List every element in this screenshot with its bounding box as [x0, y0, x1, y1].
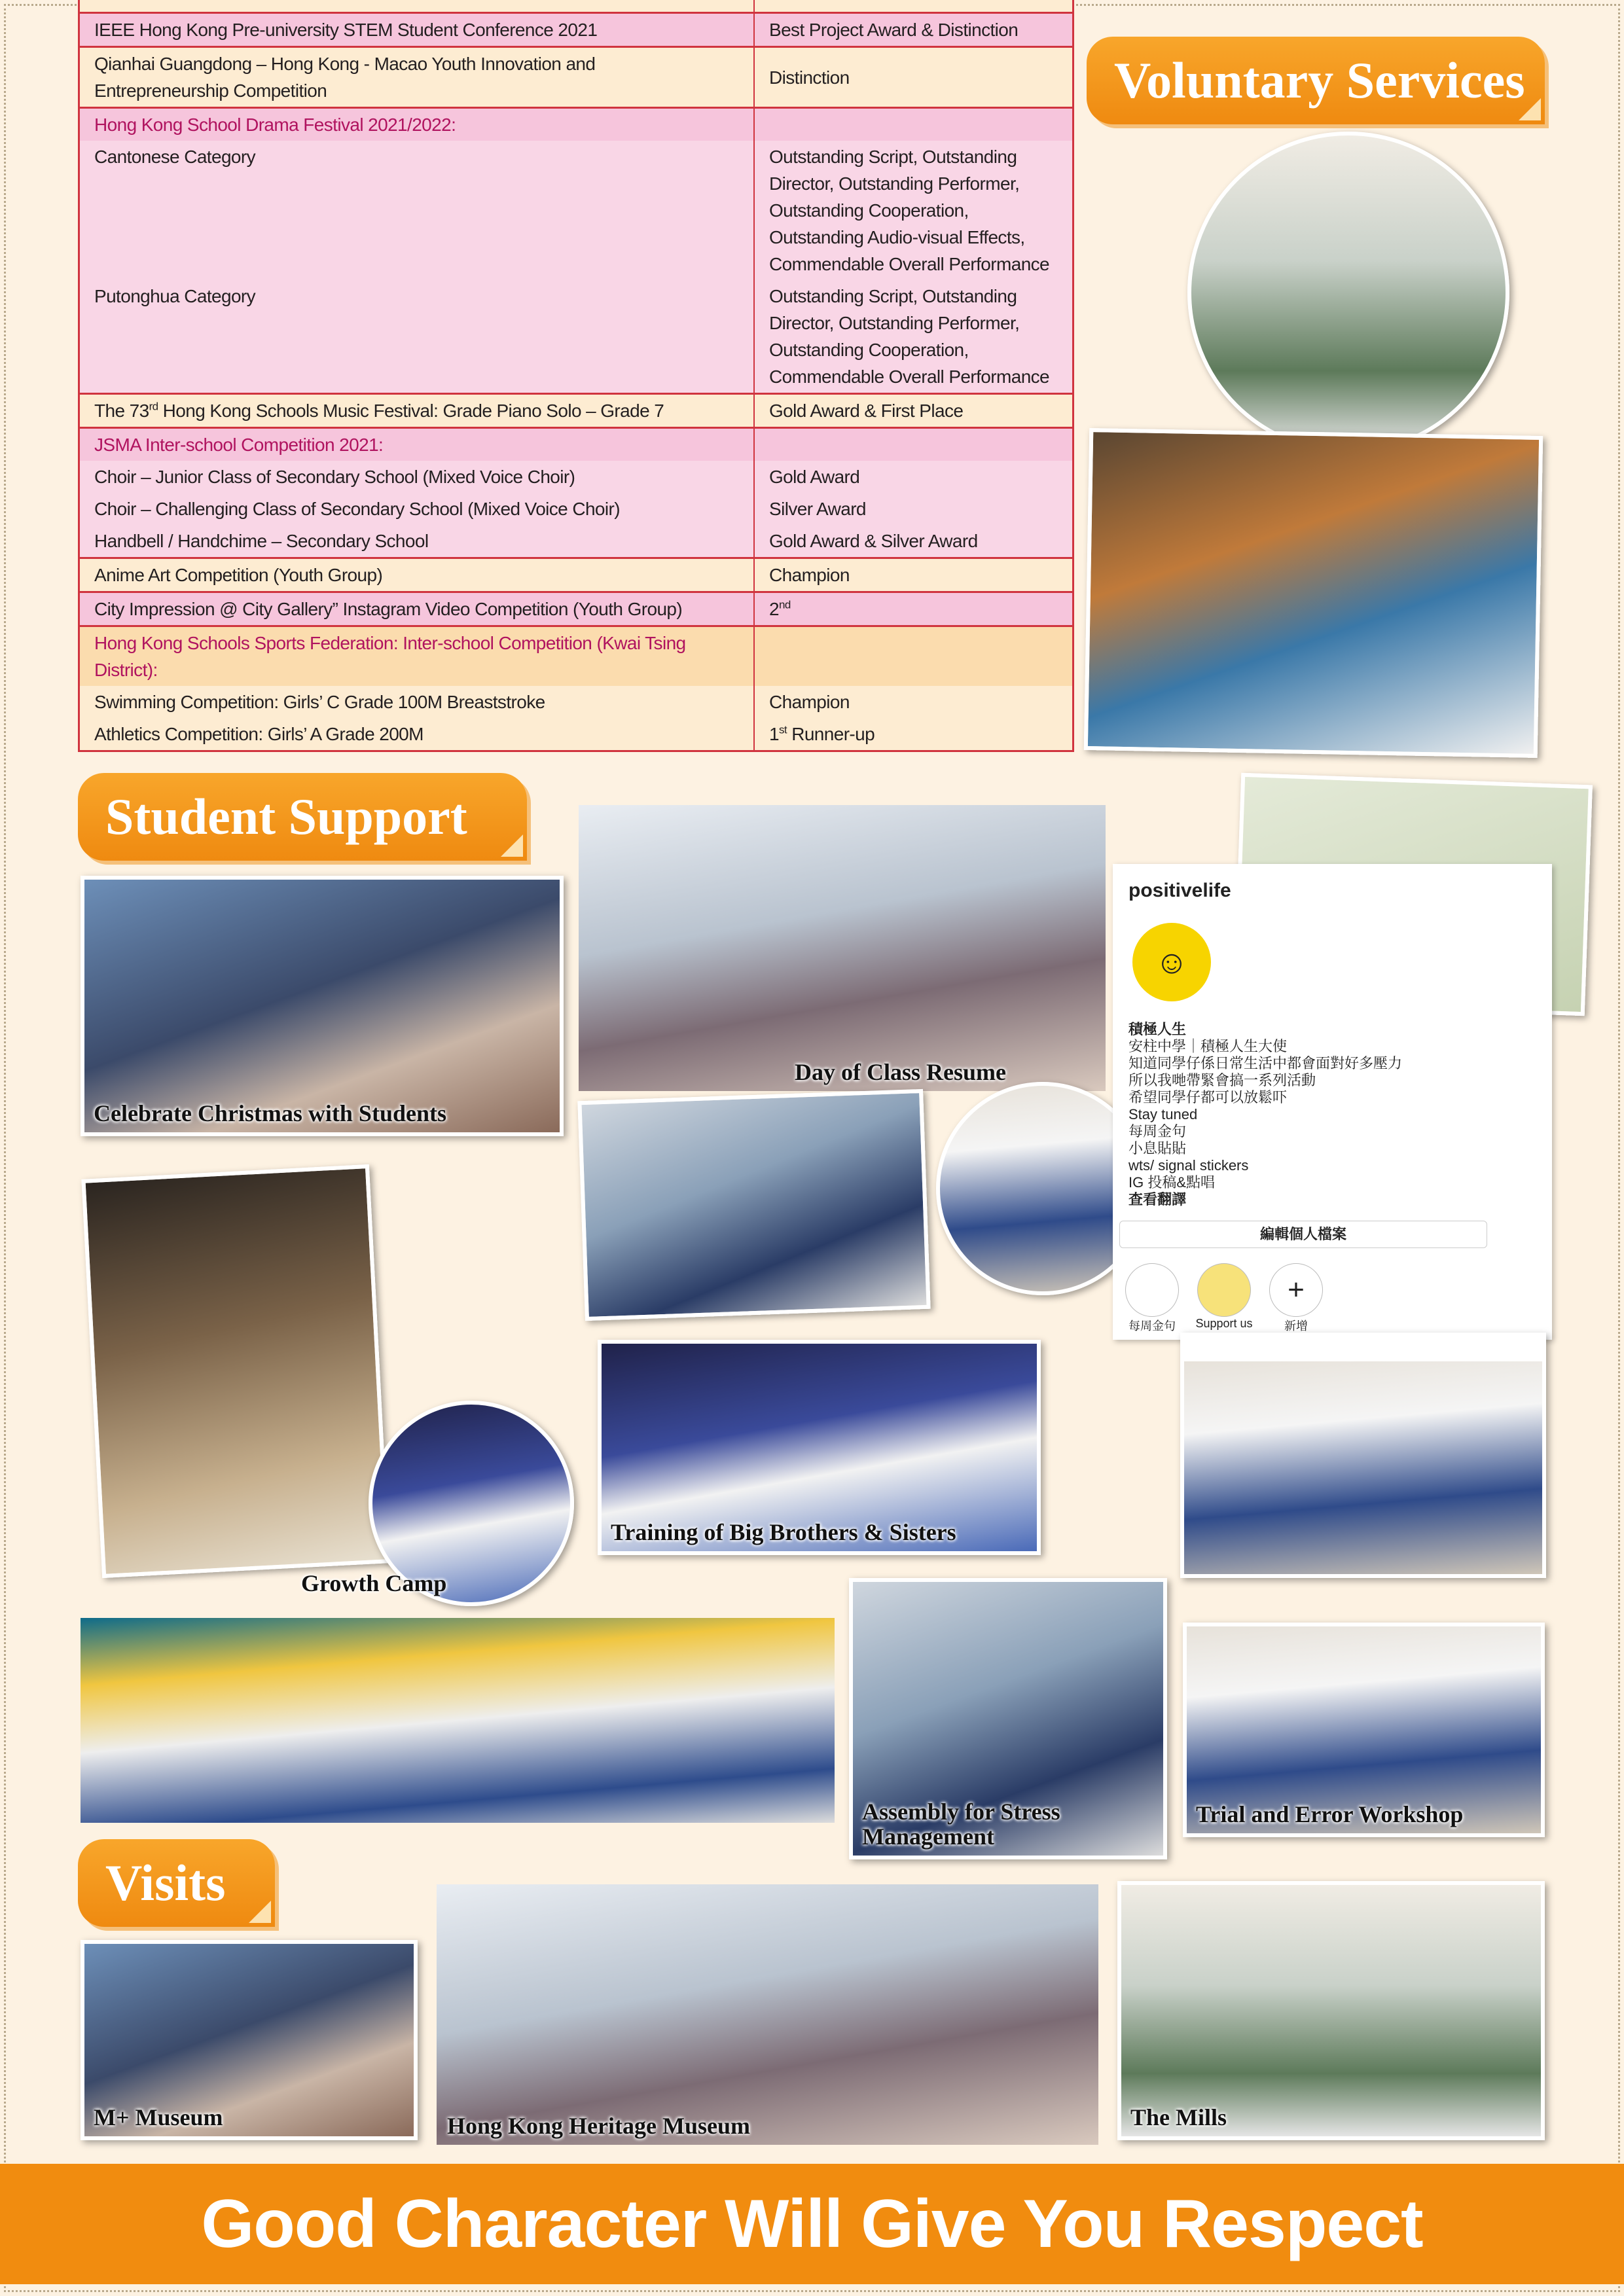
table-section-heading: Hong Kong Schools Sports Federation: Inter-school Competition (Kwai Tsing District):: [80, 625, 1072, 686]
section-heading-voluntary-services: Voluntary Services: [1087, 37, 1545, 124]
table-row: Choir – Junior Class of Secondary School (Mixed Voice Choir) Gold Award: [80, 461, 1072, 493]
photo-training-big-brothers-sisters: Training of Big Brothers & Sisters: [598, 1340, 1041, 1555]
profile-avatar-icon: ☺: [1132, 923, 1211, 1001]
photo-m-plus-museum: M+ Museum: [81, 1940, 418, 2140]
photo-growth-camp: [81, 1164, 389, 1578]
photo-trial-and-error-workshop: Trial and Error Workshop: [1183, 1623, 1545, 1837]
table-row: Swimming Competition: Girls’ C Grade 100M Breaststroke Champion: [80, 686, 1072, 718]
awards-table: [78, 0, 1074, 752]
table-section-heading: JSMA Inter-school Competition 2021:: [80, 427, 1072, 461]
table-row: Qianhai Guangdong – Hong Kong - Macao Youth Innovation and Entrepreneurship Competition Distinction: [80, 46, 1072, 107]
instagram-username: positivelife: [1128, 880, 1231, 901]
caption-growth-camp: Growth Camp: [301, 1570, 447, 1596]
table-row: Choir – Challenging Class of Secondary School (Mixed Voice Choir) Silver Award: [80, 493, 1072, 525]
section-heading-visits: Visits: [78, 1839, 275, 1927]
table-row: Handbell / Handchime – Secondary School Gold Award & Silver Award: [80, 525, 1072, 557]
edit-profile-button: 編輯個人檔案: [1119, 1221, 1487, 1248]
photo-voluntary-group: [1187, 132, 1509, 454]
photo-voluntary-activity: [1084, 428, 1543, 758]
table-row: Putonghua Category Outstanding Script, Outstanding Director, Outstanding Performer, Outstanding Cooperation, Commendable Overall Performance: [80, 280, 1072, 393]
table-row: The 73rd Hong Kong Schools Music Festival: Grade Piano Solo – Grade 7 Gold Award & First Place: [80, 393, 1072, 427]
section-heading-student-support: Student Support: [78, 773, 527, 861]
table-row: Anime Art Competition (Youth Group) Champion: [80, 557, 1072, 591]
table-row: City Impression @ City Gallery” Instagram Video Competition (Youth Group) 2nd: [80, 591, 1072, 625]
photo-assembly-stress-management: Assembly for Stress Management: [849, 1578, 1167, 1859]
photo-promoting-positive-life: Promoting Positive Life: [1180, 1333, 1546, 1578]
photo-hong-kong-heritage-museum: Hong Kong Heritage Museum: [437, 1884, 1098, 2145]
table-row: IEEE Hong Kong Pre-university STEM Student Conference 2021 Best Project Award & Distinction: [80, 12, 1072, 46]
photo-day-of-class-resume: Day of Class Resume: [579, 805, 1106, 1091]
table-row: Athletics Competition: Girls’ A Grade 200M 1st Runner-up: [80, 718, 1072, 750]
photo-christmas: Celebrate Christmas with Students: [81, 876, 564, 1136]
table-row: Cantonese Category Outstanding Script, Outstanding Director, Outstanding Performer, Outstanding Cooperation, Outstanding Audio-visual Effects, Commendable Overall Performance: [80, 141, 1072, 280]
footer-slogan-banner: Good Character Will Give You Respect: [0, 2164, 1624, 2284]
table-top-spacer: [80, 0, 1072, 12]
photo-large-group: [81, 1618, 835, 1823]
photo-net-activity: [577, 1089, 930, 1321]
photo-the-mills: The Mills: [1117, 1881, 1545, 2140]
table-section-heading: Hong Kong School Drama Festival 2021/2022:: [80, 107, 1072, 141]
instagram-profile-screenshot: positivelife ☺ 積極人生 安柱中學｜積極人生大使 知道同學仔係日常生活中都會面對好多壓力 所以我哋帶緊會搞一系列活動 希望同學仔都可以放鬆吓 Stay tuned 每周金句 小息貼貼 wts/ signal stickers IG 投稿&點唱 查看翻譯 編輯個人檔案 每周金句 Support us + 新增: [1113, 864, 1552, 1340]
